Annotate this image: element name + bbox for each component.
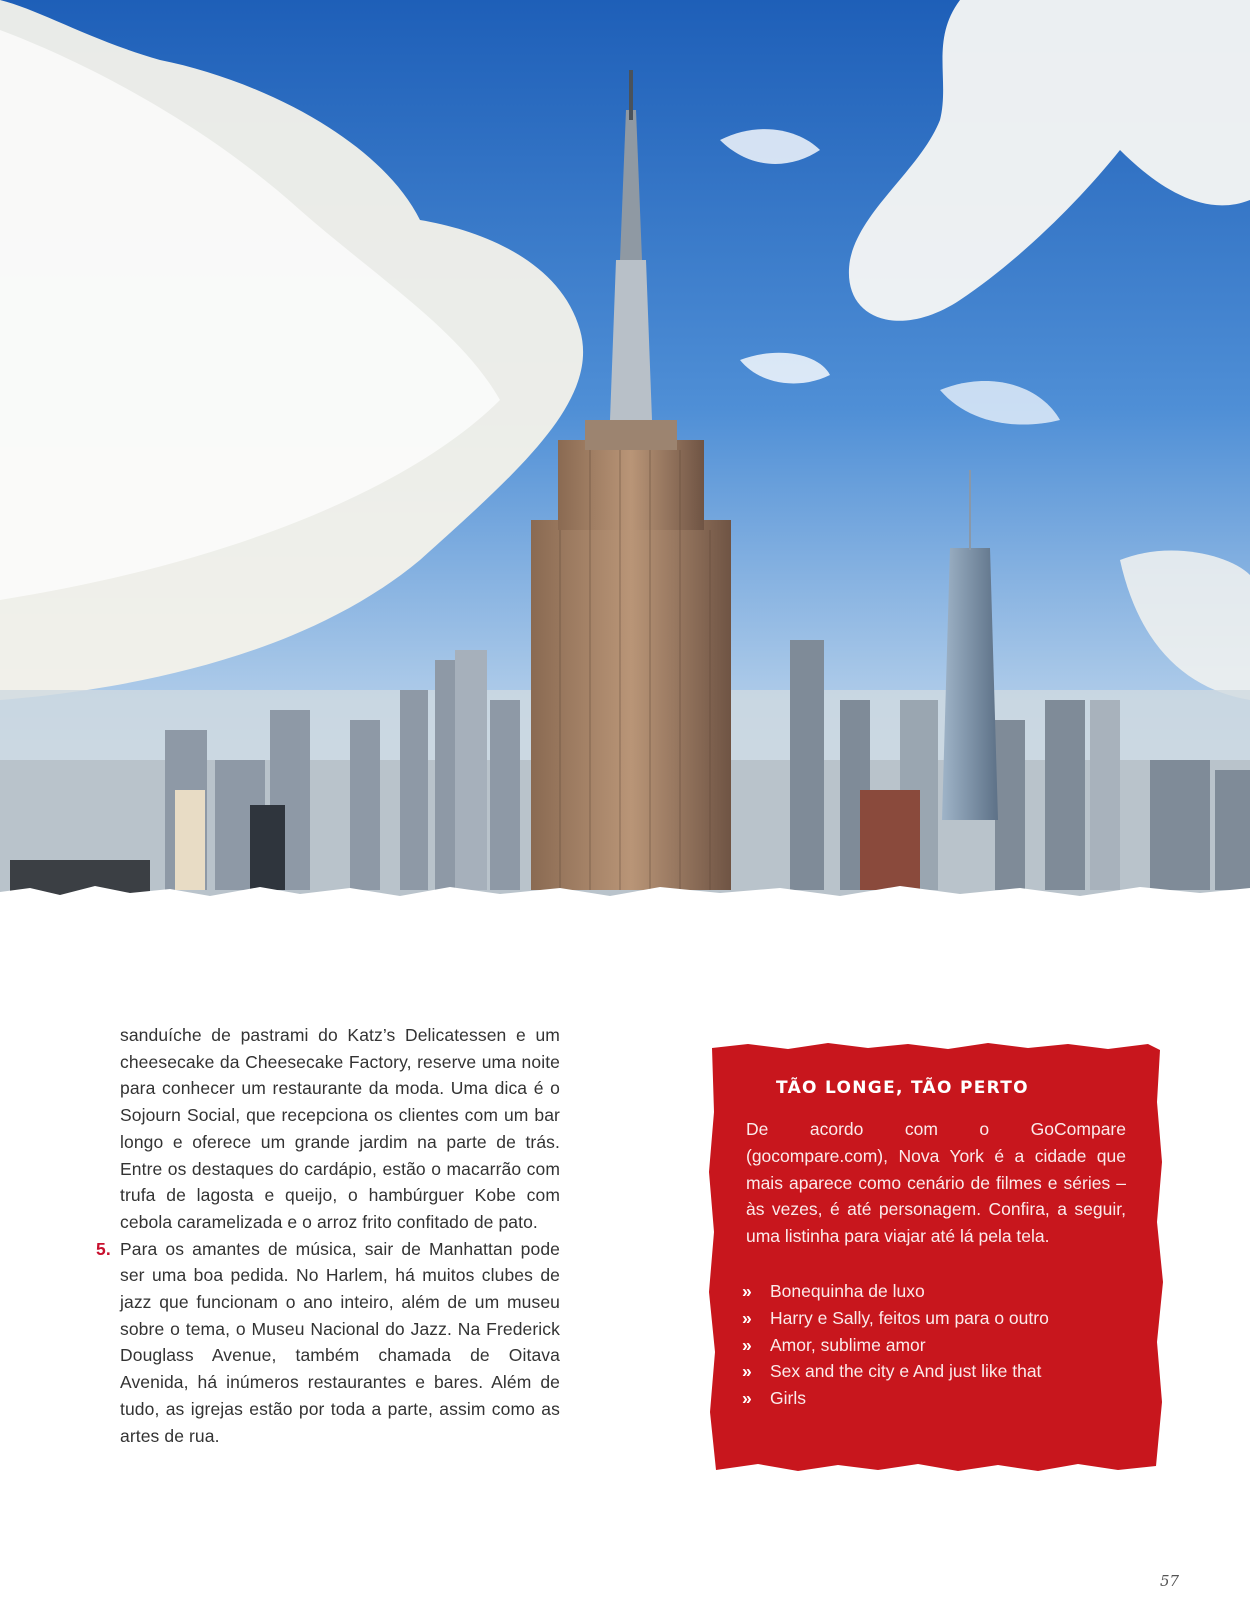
list-item-5 — [96, 1236, 560, 1450]
list-item: » Amor, sublime amor — [742, 1332, 1126, 1359]
bullet-icon: » — [742, 1361, 752, 1382]
sidebar-content — [742, 1078, 1126, 1412]
list-item: » Sex and the city e And just like that — [742, 1358, 1126, 1385]
sidebar-text: De acordo com o GoCompare (gocompare.com), Nova York é a cidade que mais aparece como cenário de filmes e séries – às vezes, é até personagem. Confira, a seguir, uma listinha para viajar até lá pela tela. — [746, 1119, 1126, 1247]
bullet-icon: » — [742, 1388, 752, 1409]
sidebar-box — [708, 1042, 1164, 1472]
bullet-icon: » — [742, 1280, 752, 1301]
bullet-icon: » — [742, 1307, 752, 1328]
page-number: 57 — [1160, 1572, 1180, 1590]
item-text: Para os amantes de música, sair de Manhattan pode ser uma boa pedida. No Harlem, há muitos clubes de jazz que funcionam o ano inteiro, além de um museu sobre o tema, o Museu Nacional do Jazz. Na Frederick Douglass Avenue, também chamada de Oitava Avenida, há inúmeros restaurantes e bares. Além de tudo, as igrejas estão por toda a parte, assim como as artes de rua. — [120, 1238, 560, 1446]
list-item: » Bonequinha de luxo — [742, 1278, 1126, 1305]
list-item: » Girls — [742, 1385, 1126, 1412]
movie-list — [742, 1278, 1126, 1412]
item-number: 5. — [96, 1238, 111, 1259]
list-item: » Harry e Sally, feitos um para o outro — [742, 1305, 1126, 1332]
article-column — [96, 1022, 560, 1449]
sidebar-title: TÃO LONGE, TÃO PERTO — [776, 1078, 1029, 1098]
bullet-icon: » — [742, 1334, 752, 1355]
article-paragraph: sanduíche de pastrami do Katz’s Delicatessen e um cheesecake da Cheesecake Factory, reserve uma noite para conhecer um restaurante da moda. Uma dica é o Sojourn Social, que recepciona os clientes com um bar longo e oferece um grande jardim na parte de trás. Entre os destaques do cardápio, estão o macarrão com trufa de lagosta e queijo, o hambúrguer Kobe com cebola caramelizada e o arroz frito confitado de pato. — [120, 1025, 560, 1232]
